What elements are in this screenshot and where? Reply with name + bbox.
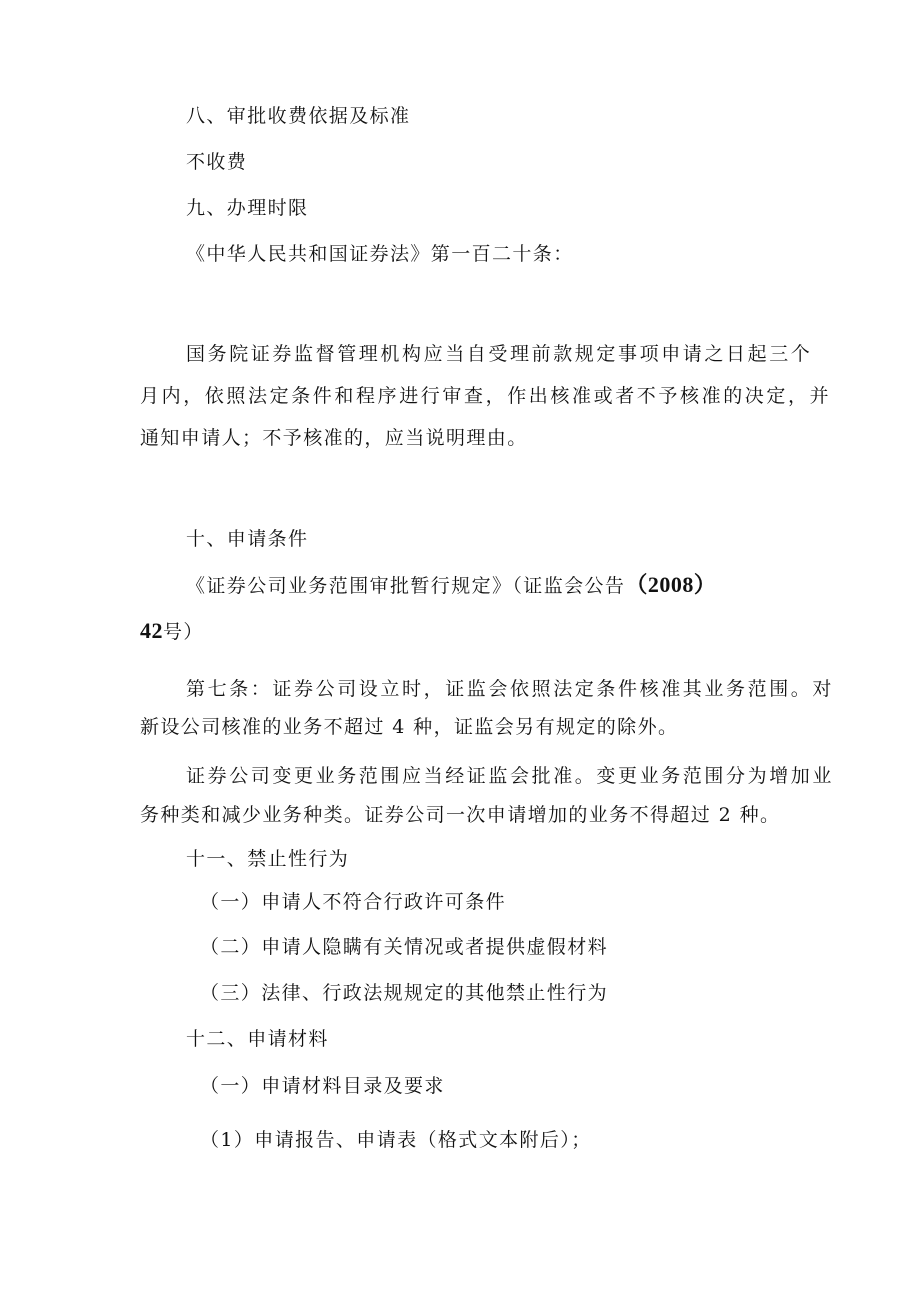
section-12-heading: 十二、申请材料 — [186, 1028, 329, 1050]
section-9-para-line: 国务院证券监督管理机构应当自受理前款规定事项申请之日起三个 — [186, 343, 813, 365]
section-8-heading: 八、审批收费依据及标准 — [186, 105, 411, 127]
scope-change-line: 务种类和减少业务种类。证券公司一次申请增加的业务不得超过 2 种。 — [140, 804, 781, 826]
prohibited-item: （二）申请人隐瞒有关情况或者提供虚假材料 — [200, 936, 609, 958]
article-7-line: 第七条：证券公司设立时，证监会依照法定条件核准其业务范围。对 — [186, 678, 835, 700]
citation-title: 《证券公司业务范围审批暂行规定》（证监会公告 — [186, 575, 626, 597]
citation-number: 42 — [140, 618, 163, 643]
section-10-citation — [186, 573, 716, 598]
section-9-para-line: 通知申请人；不予核准的，应当说明理由。 — [140, 427, 528, 449]
section-12-subheading: （一）申请材料目录及要求 — [200, 1075, 445, 1097]
scope-change-line: 证券公司变更业务范围应当经证监会批准。变更业务范围分为增加业 — [186, 765, 835, 787]
section-10-citation-cont — [140, 619, 204, 644]
section-9-citation: 《中华人民共和国证券法》第一百二十条： — [186, 243, 574, 265]
prohibited-item: （三）法律、行政法规规定的其他禁止性行为 — [200, 982, 609, 1004]
citation-year: （2008） — [625, 572, 717, 597]
prohibited-item: （一）申请人不符合行政许可条件 — [200, 891, 507, 913]
section-9-heading: 九、办理时限 — [186, 197, 309, 219]
citation-end: 号） — [163, 621, 204, 643]
section-10-heading: 十、申请条件 — [186, 528, 309, 550]
section-8-body: 不收费 — [186, 151, 248, 173]
material-item: （1）申请报告、申请表（格式文本附后）； — [200, 1129, 592, 1151]
section-11-heading: 十一、禁止性行为 — [186, 848, 350, 870]
article-7-line: 新设公司核准的业务不超过 4 种，证监会另有规定的除外。 — [140, 716, 679, 738]
section-9-para-line: 月内，依照法定条件和程序进行审查，作出核准或者不予核准的决定，并 — [140, 385, 832, 407]
